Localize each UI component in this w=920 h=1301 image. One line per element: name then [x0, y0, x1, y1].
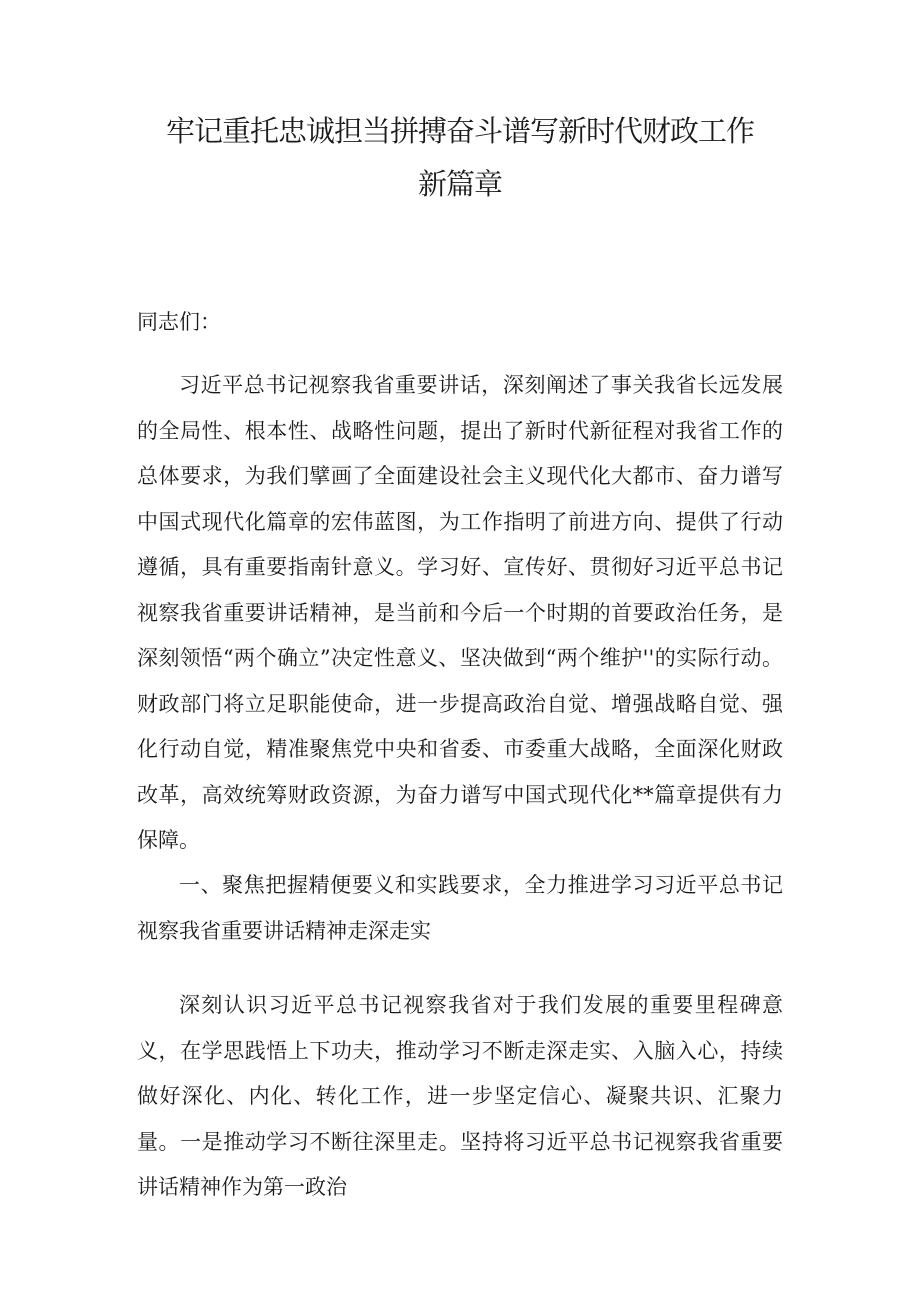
paragraph-intro: 习近平总书记视察我省重要讲话，深刻阐述了事关我省长远发展的全局性、根本性、战略性问题，提出了新时代新征程对我省工作的总体要求，为我们擘画了全面建设社会主义现代化大都市、奋力谱写中国式现代化篇章的宏伟蓝图，为工作指明了前进方向、提供了行动遵循，具有重要指南针意义。学习好、宣传好、贯彻好习近平总书记视察我省重要讲话精神，是当前和今后一个时期的首要政治任务，是深刻领悟“两个确立”决定性意义、坚决做到“两个维护''的实际行动。财政部门将立足职能使命，进一步提高政治自觉、增强战略自觉、强化行动自觉，精准聚焦党中央和省委、市委重大战略，全面深化财政改革，高效统筹财政资源，为奋力谱写中国式现代化**篇章提供有力保障。	[137, 373, 783, 852]
document-title-line-2: 新篇章	[417, 167, 502, 201]
section-heading-1: 一、聚焦把握精便要义和实践要求，全力推进学习习近平总书记视察我省重要讲话精神走深走实	[137, 873, 783, 943]
document-title-line-1: 牢记重托忠诚担当拼搏奋斗谱写新时代财政工作	[165, 114, 754, 148]
salutation: 同志们：	[137, 310, 221, 334]
paragraph-section-1: 深刻认识习近平总书记视察我省对于我们发展的重要里程碑意义，在学思践悟上下功夫，推动学习不断走深走实、入脑入心，持续做好深化、内化、转化工作，进一步坚定信心、凝聚共识、汇聚力量。一是推动学习不断往深里走。坚持将习近平总书记视察我省重要讲话精神作为第一政治	[137, 993, 783, 1199]
